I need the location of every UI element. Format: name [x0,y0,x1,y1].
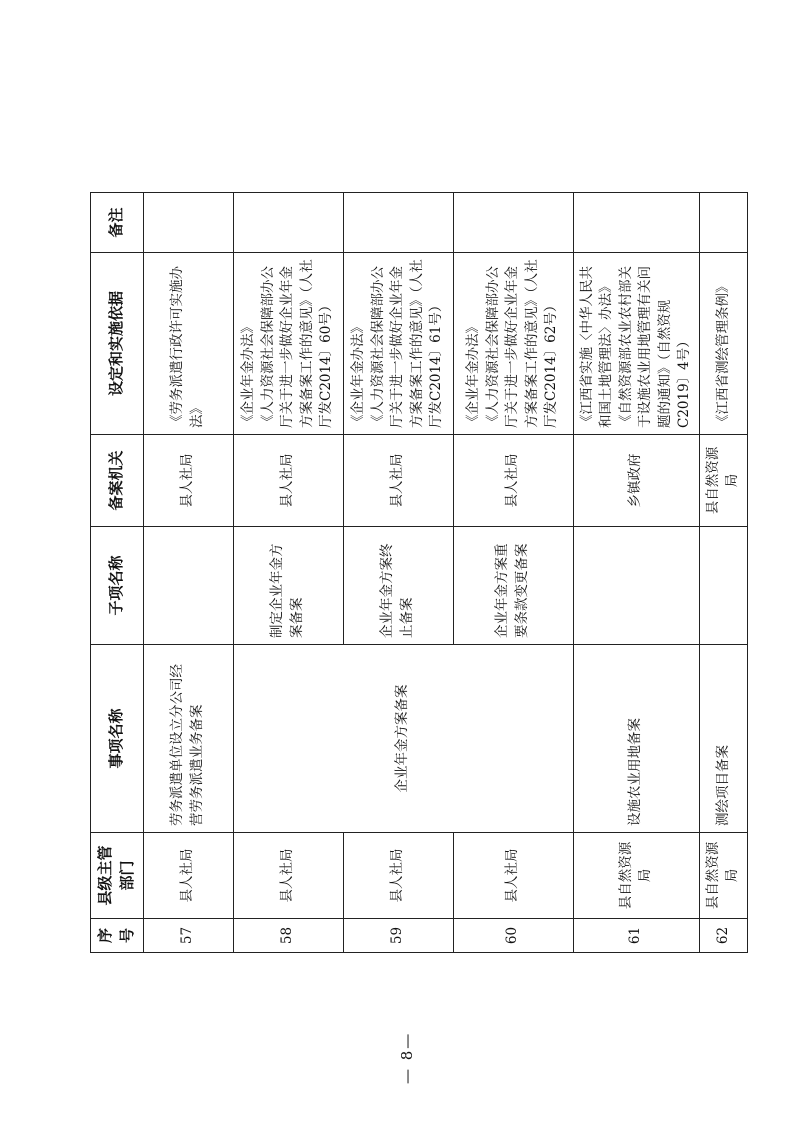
cell-subitem: 制定企业年金方案备案 [233,527,343,645]
cell-seq: 62 [699,919,747,953]
cell-dept: 县自然资源局 [573,833,699,919]
cell-remark [343,193,453,253]
table-row [453,193,573,953]
cell-agency: 县人社局 [343,435,453,527]
filing-items-table [90,192,748,953]
table-row [699,193,747,953]
header-subitem: 子项名称 [91,527,144,645]
cell-remark [143,193,233,253]
cell-dept: 县自然资源局 [699,833,747,919]
cell-dept: 县人社局 [233,833,343,919]
basis-line: 《劳务派遣行政许可实施办法》 [169,266,205,428]
cell-seq: 61 [573,919,699,953]
page-number: — 8— [398,1031,416,1084]
cell-item: 劳务派遣单位设立分公司经营劳务派遣业务备案 [143,645,233,833]
header-dept: 县级主管部门 [91,833,144,919]
basis-line: 《江西省实施〈中华人民共和国土地管理法〉办法》 [578,266,615,428]
cell-basis [143,253,233,435]
cell-basis [233,253,343,435]
cell-item: 设施农业用地备案 [573,645,699,833]
basis-line: 《企业年金办法》 [465,320,482,428]
cell-subitem-empty [143,527,233,645]
basis-line: 《自然资源部农业农村部关于设施农业用地管理有关问题的通知》（自然资规C2019〕4号） [617,266,693,428]
cell-subitem: 企业年金方案终止备案 [343,527,453,645]
cell-dept: 县人社局 [143,833,233,919]
cell-agency: 县人社局 [143,435,233,527]
basis-line: 《江西省测绘管理条例》 [714,279,731,428]
basis-line: 《企业年金办法》 [240,320,257,428]
cell-subitem-empty [573,527,699,645]
cell-seq: 59 [343,919,453,953]
basis-line: 《人力资源社会保障部办公厅关于进一步做好企业年金方案备案工作的意见》（人社厅发C2014〕60号） [259,259,335,428]
cell-item: 企业年金方案备案 [233,645,573,833]
header-agency: 备案机关 [91,435,144,527]
basis-line: 《人力资源社会保障部办公厅关于进一步做好企业年金方案备案工作的意见》（人社厅发C2014〕62号） [484,259,560,428]
cell-agency: 县人社局 [453,435,573,527]
cell-remark [233,193,343,253]
cell-subitem: 企业年金方案重要条款变更备案 [453,527,573,645]
header-basis: 设定和实施依据 [91,253,144,435]
cell-dept: 县人社局 [453,833,573,919]
cell-seq: 58 [233,919,343,953]
table-row [573,193,699,953]
cell-remark [699,193,747,253]
cell-seq: 60 [453,919,573,953]
cell-seq: 57 [143,919,233,953]
cell-agency: 县人社局 [233,435,343,527]
header-seq: 序号 [91,919,144,953]
table-header-row [91,193,144,953]
cell-agency: 县自然资源局 [699,435,747,527]
table-row [233,193,343,953]
cell-basis [573,253,699,435]
cell-agency: 乡镇政府 [573,435,699,527]
basis-line: 《人力资源社会保障部办公厅关于进一步做好企业年金方案备案工作的意见》（人社厅发C2014〕61号） [369,259,445,428]
cell-basis [453,253,573,435]
cell-dept: 县人社局 [343,833,453,919]
cell-basis [343,253,453,435]
cell-remark [573,193,699,253]
table-row [343,193,453,953]
basis-line: 《企业年金办法》 [350,320,367,428]
cell-remark [453,193,573,253]
cell-item: 测绘项目备案 [699,645,747,833]
cell-basis [699,253,747,435]
header-item: 事项名称 [91,645,144,833]
table-row [143,193,233,953]
header-remark: 备注 [91,193,144,253]
cell-subitem-empty [699,527,747,645]
